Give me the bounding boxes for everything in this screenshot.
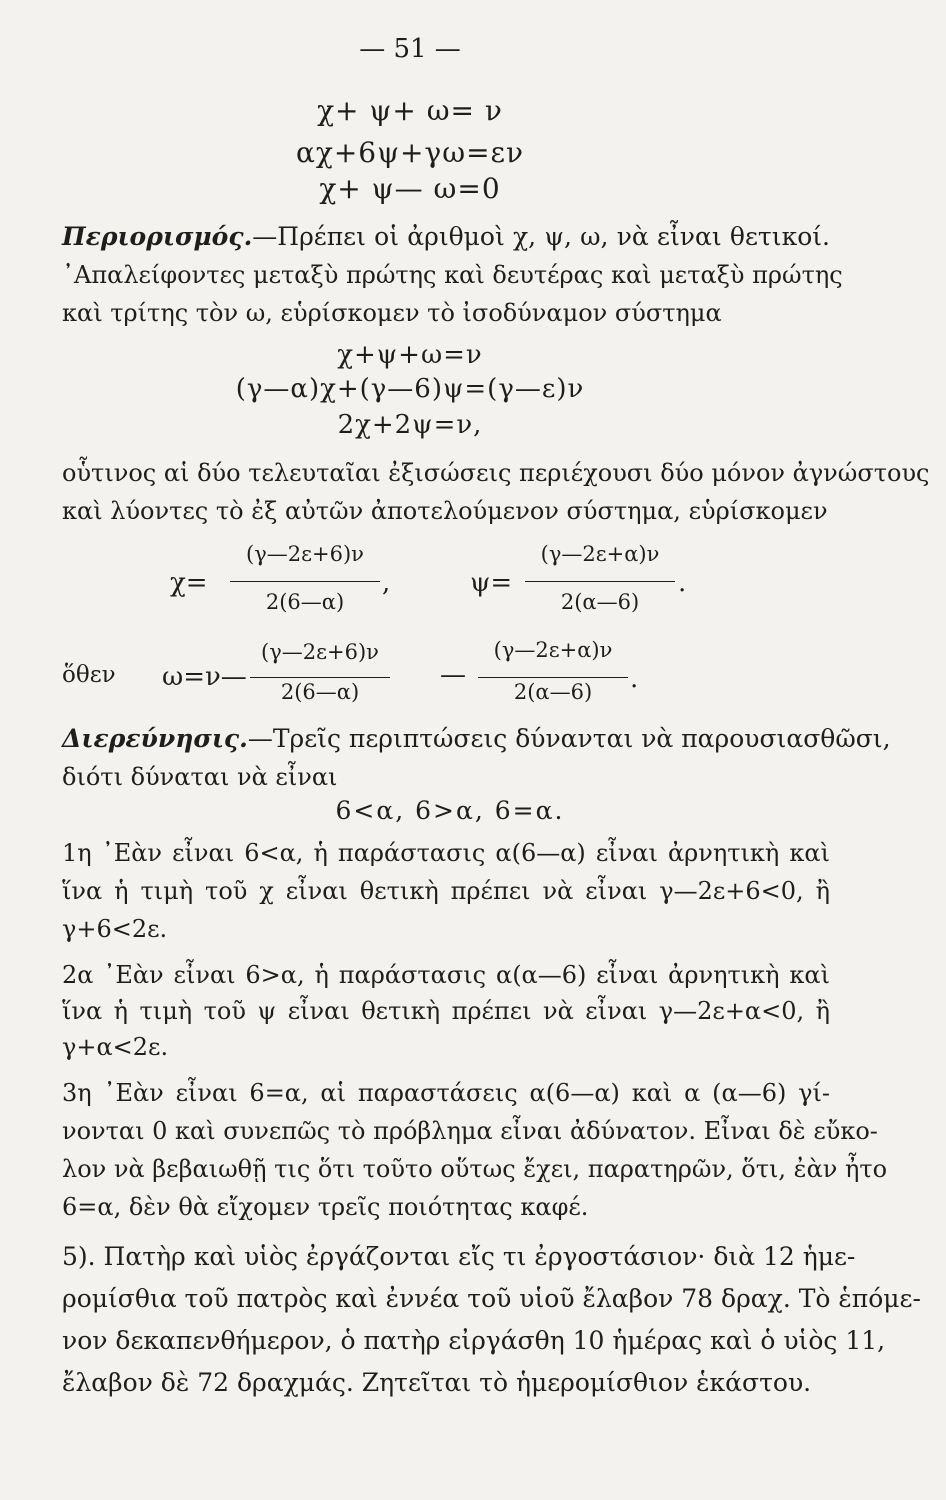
text-line: ρομίσθια τοῦ πατρὸς καὶ ἐννέα τοῦ υἱοῦ ἔλαβον 78 δραχ. Τὸ ἑπόμε- bbox=[62, 1284, 921, 1313]
equation: (γ—α)χ+(γ—6)ψ=(γ—ε)ν bbox=[235, 374, 585, 404]
chi-label: χ= bbox=[170, 568, 208, 598]
text-line: 3η ᾿Εὰν εἶναι 6=α, αἱ παραστάσεις α(6—α) καὶ α (α—6) γί- bbox=[62, 1079, 830, 1107]
text-line: 5). Πατὴρ καὶ υἱὸς ἐργάζονται εἴς τι ἐργοστάσιον· διὰ 12 ἡμε- bbox=[62, 1242, 856, 1271]
fraction-numerator: (γ—2ε+6)ν bbox=[261, 640, 379, 664]
equation: χ+ ψ— ω=0 bbox=[319, 172, 501, 205]
fraction-bar bbox=[525, 581, 675, 582]
text-line: ἵνα ἡ τιμὴ τοῦ ψ εἶναι θετικὴ πρέπει νὰ εἶναι γ—2ε+α<0, ἢ bbox=[62, 997, 830, 1025]
text-line: ᾿Απαλείφοντες μεταξὺ πρώτης καὶ δευτέρας καὶ μεταξὺ πρώτης bbox=[62, 261, 843, 289]
equation: χ+ψ+ω=ν bbox=[337, 340, 483, 370]
page-number: — 51 — bbox=[359, 34, 461, 64]
section-heading: Διερεύνησις. bbox=[62, 724, 248, 753]
section-heading: Περιορισμός. bbox=[62, 222, 253, 251]
equation: αχ+6ψ+γω=εν bbox=[295, 136, 525, 169]
text-line: νον δεκαπενθήμερον, ὁ πατὴρ εἰργάσθη 10 ἡμέρας καὶ ὁ υἱὸς 11, bbox=[62, 1326, 886, 1355]
fraction-numerator: (γ—2ε+α)ν bbox=[493, 638, 613, 662]
text-line: 2α ᾿Εὰν εἶναι 6>α, ἡ παράστασις α(α—6) εἶναι ἀρνητικὴ καὶ bbox=[62, 961, 830, 989]
othen-word: ὅθεν bbox=[62, 662, 116, 688]
period: . bbox=[678, 568, 687, 598]
fraction-denominator: 2(6—α) bbox=[265, 590, 345, 614]
fraction-denominator: 2(α—6) bbox=[560, 590, 640, 614]
text-line: γ+6<2ε. bbox=[62, 915, 168, 943]
text-span: —Πρέπει οἱ ἀριθμοὶ χ, ψ, ω, νὰ εἶναι θετικοί. bbox=[252, 222, 830, 251]
text-span: —Τρεῖς περιπτώσεις δύνανται νὰ παρουσιασθῶσι, bbox=[247, 724, 891, 753]
text-line: 6=α, δὲν θὰ εἴχομεν τρεῖς ποιότητας καφέ. bbox=[62, 1193, 589, 1221]
comma: , bbox=[382, 568, 391, 598]
fraction-bar bbox=[230, 581, 380, 582]
text-line: ἵνα ἡ τιμὴ τοῦ χ εἶναι θετικὴ πρέπει νὰ εἶναι γ—2ε+6<0, ἢ bbox=[62, 877, 830, 905]
omega-label: ω=ν— bbox=[162, 662, 247, 692]
equation: 2χ+2ψ=ν, bbox=[337, 410, 483, 440]
periorismos-line bbox=[62, 222, 830, 252]
text-line: γ+α<2ε. bbox=[62, 1033, 169, 1061]
fraction-numerator: (γ—2ε+6)ν bbox=[246, 542, 364, 566]
fraction-denominator: 2(6—α) bbox=[280, 680, 360, 704]
fraction-numerator: (γ—2ε+α)ν bbox=[540, 542, 660, 566]
psi-label: ψ= bbox=[470, 568, 513, 598]
text-line: οὗτινος αἱ δύο τελευταῖαι ἐξισώσεις περιέχουσι δύο μόνον ἀγνώστους bbox=[62, 459, 930, 487]
dierevnisis-line bbox=[62, 724, 891, 754]
fraction-bar bbox=[478, 677, 628, 678]
text-line: 1η ᾿Εὰν εἶναι 6<α, ἡ παράστασις α(6—α) εἶναι ἀρνητικὴ καὶ bbox=[62, 839, 830, 867]
text-line: λον νὰ βεβαιωθῇ τις ὅτι τοῦτο οὕτως ἔχει, παρατηρῶν, ὅτι, ἐὰν ἦτο bbox=[62, 1155, 888, 1183]
text-line: διότι δύναται νὰ εἶναι bbox=[62, 763, 338, 791]
text-line: ἔλαβον δὲ 72 δραχμάς. Ζητεῖται τὸ ἡμερομίσθιον ἑκάστου. bbox=[62, 1368, 812, 1397]
text-line: καὶ λύοντες τὸ ἐξ αὐτῶν ἀποτελούμενον σύστημα, εὑρίσκομεν bbox=[62, 497, 828, 525]
text-line: νονται 0 καὶ συνεπῶς τὸ πρόβλημα εἶναι ἀδύνατον. Εἶναι δὲ εὔκο- bbox=[62, 1117, 878, 1145]
period: . bbox=[630, 664, 639, 694]
minus-sign: — bbox=[440, 660, 466, 690]
cases-conditions: 6<α, 6>α, 6=α. bbox=[335, 796, 565, 825]
fraction-denominator: 2(α—6) bbox=[513, 680, 593, 704]
fraction-bar bbox=[250, 677, 390, 678]
text-line: καὶ τρίτης τὸν ω, εὑρίσκομεν τὸ ἰσοδύναμον σύστημα bbox=[62, 299, 722, 327]
equation: χ+ ψ+ ω= ν bbox=[317, 94, 503, 127]
